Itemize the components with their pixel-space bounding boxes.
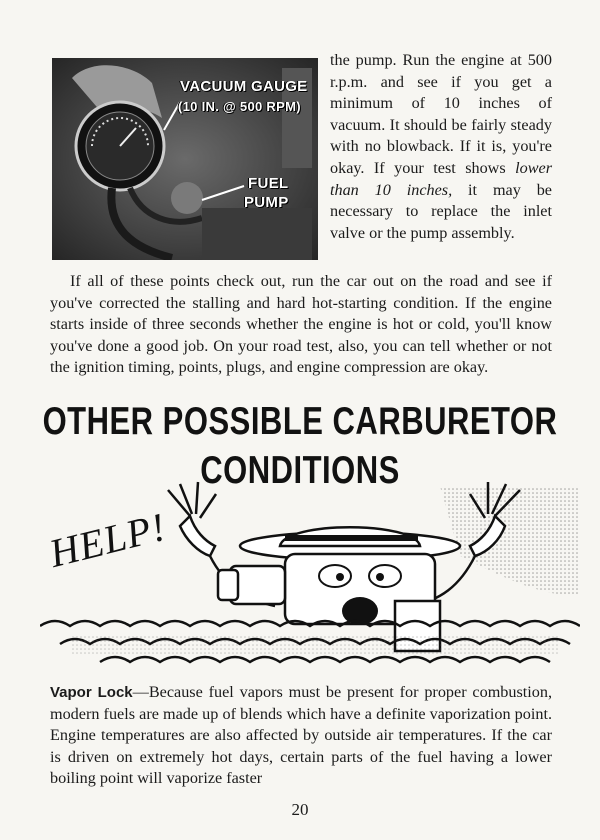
vapor-lock-dash: — [132, 683, 149, 701]
side-paragraph-emphasis: lower than 10 inches, [330, 158, 552, 199]
section-heading-line1: OTHER POSSIBLE CARBURETOR [42, 399, 558, 443]
vapor-lock-paragraph [50, 682, 552, 790]
side-paragraph-part1: the pump. Run the engine at 500 r.p.m. and see if you get a minimum of 10 inches of vacuum. It should be fairly steady with no blowback. If it is, you're okay. If your test shows [330, 51, 552, 177]
vacuum-gauge-photo [52, 58, 318, 260]
side-paragraph-part2: it may be necessary to replace the inlet valve or the pump assembly. [330, 180, 552, 242]
vacuum-gauge-spec-label: (10 IN. @ 500 RPM) [178, 99, 301, 114]
page-number: 20 [291, 800, 309, 819]
vapor-lock-body: Because fuel vapors must be present for proper combustion, modern fuels are made up of blends which have a definite vaporization point. Engine temperatures are also affected by outside air temperatures. If the car is driven on extremely hot days, certain parts of the fuel having a lower boiling point will vaporize faster [50, 683, 553, 788]
fuel-pump-label-line2: PUMP [244, 194, 289, 211]
road-test-paragraph: If all of these points check out, run the car out on the road and see if you've corrected the stalling and hard hot-starting condition. If the engine starts inside of three seconds whether the engine is hot or cold, you'll know you've done a good job. On your road test, also, you can tell whether or not the ignition timing, points, plugs, and engine compression are okay. [50, 272, 552, 377]
help-exclamation-text: HELP! [44, 503, 171, 577]
vacuum-gauge-label: VACUUM GAUGE [180, 78, 308, 95]
side-paragraph [330, 50, 552, 244]
drowning-carburetor-cartoon [40, 476, 580, 676]
fuel-pump-label-line1: FUEL [248, 175, 289, 192]
vapor-lock-term: Vapor Lock [50, 684, 133, 701]
section-heading-line2: CONDITIONS [200, 448, 400, 492]
